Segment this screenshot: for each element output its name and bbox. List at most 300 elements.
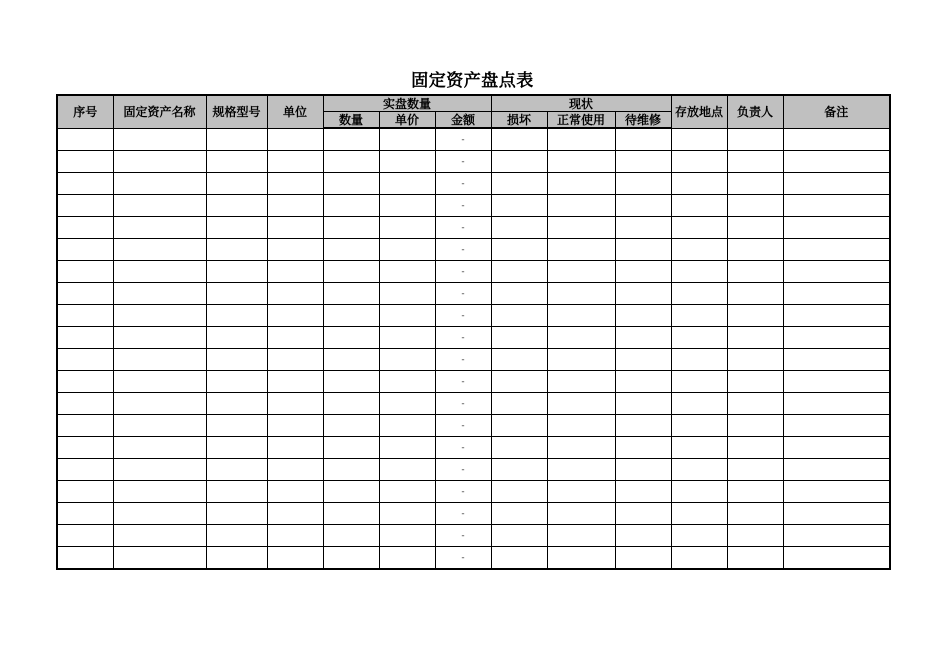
table-header	[57, 95, 890, 128]
unit-price-cell[interactable]	[379, 393, 435, 415]
unit-cell[interactable]	[267, 349, 323, 371]
remarks-cell[interactable]	[783, 173, 890, 195]
amount-cell[interactable]: -	[435, 371, 491, 393]
in-use-cell[interactable]	[547, 217, 615, 239]
page-title: 固定资产盘点表	[411, 71, 534, 91]
damaged-cell[interactable]	[491, 151, 547, 173]
location-cell[interactable]	[671, 151, 727, 173]
location-cell[interactable]	[671, 393, 727, 415]
spec-cell[interactable]	[206, 481, 267, 503]
seq-cell[interactable]	[57, 239, 113, 261]
seq-cell[interactable]	[57, 151, 113, 173]
table-row	[57, 261, 890, 283]
unit-cell[interactable]	[267, 151, 323, 173]
unit-cell[interactable]	[267, 327, 323, 349]
quantity-cell[interactable]	[323, 371, 379, 393]
location-cell[interactable]	[671, 547, 727, 570]
header-owner: 负责人	[727, 95, 783, 128]
seq-cell[interactable]	[57, 481, 113, 503]
in-use-cell[interactable]	[547, 283, 615, 305]
header-in-use: 正常使用	[547, 112, 615, 129]
unit-cell[interactable]	[267, 525, 323, 547]
table-row	[57, 239, 890, 261]
damaged-cell[interactable]	[491, 437, 547, 459]
location-cell[interactable]	[671, 415, 727, 437]
damaged-cell[interactable]	[491, 525, 547, 547]
in-use-cell[interactable]	[547, 503, 615, 525]
pending-repair-cell[interactable]	[615, 503, 671, 525]
seq-cell[interactable]	[57, 195, 113, 217]
unit-cell[interactable]	[267, 459, 323, 481]
owner-cell[interactable]	[727, 173, 783, 195]
quantity-cell[interactable]	[323, 525, 379, 547]
amount-cell[interactable]: -	[435, 437, 491, 459]
unit-price-cell[interactable]	[379, 481, 435, 503]
owner-cell[interactable]	[727, 525, 783, 547]
spec-cell[interactable]	[206, 349, 267, 371]
header-pending-repair: 待维修	[615, 112, 671, 129]
quantity-cell[interactable]	[323, 151, 379, 173]
location-cell[interactable]	[671, 437, 727, 459]
pending-repair-cell[interactable]	[615, 195, 671, 217]
unit-price-cell[interactable]	[379, 415, 435, 437]
quantity-cell[interactable]	[323, 173, 379, 195]
amount-cell[interactable]: -	[435, 173, 491, 195]
header-damaged: 损坏	[491, 112, 547, 129]
damaged-cell[interactable]	[491, 261, 547, 283]
in-use-cell[interactable]	[547, 239, 615, 261]
header-location: 存放地点	[671, 95, 727, 128]
in-use-cell[interactable]	[547, 459, 615, 481]
unit-price-cell[interactable]	[379, 547, 435, 570]
table-row	[57, 481, 890, 503]
in-use-cell[interactable]	[547, 128, 615, 151]
asset-name-cell[interactable]	[113, 349, 206, 371]
table-row	[57, 371, 890, 393]
unit-price-cell[interactable]	[379, 195, 435, 217]
amount-cell[interactable]: -	[435, 481, 491, 503]
asset-name-cell[interactable]	[113, 239, 206, 261]
seq-cell[interactable]	[57, 283, 113, 305]
seq-cell[interactable]	[57, 437, 113, 459]
owner-cell[interactable]	[727, 261, 783, 283]
remarks-cell[interactable]	[783, 239, 890, 261]
spec-cell[interactable]	[206, 217, 267, 239]
unit-cell[interactable]	[267, 547, 323, 570]
spec-cell[interactable]	[206, 283, 267, 305]
amount-cell[interactable]: -	[435, 305, 491, 327]
location-cell[interactable]	[671, 349, 727, 371]
asset-name-cell[interactable]	[113, 283, 206, 305]
owner-cell[interactable]	[727, 437, 783, 459]
table-body	[57, 128, 890, 569]
quantity-cell[interactable]	[323, 283, 379, 305]
owner-cell[interactable]	[727, 239, 783, 261]
pending-repair-cell[interactable]	[615, 481, 671, 503]
table-row	[57, 437, 890, 459]
in-use-cell[interactable]	[547, 481, 615, 503]
table-row	[57, 525, 890, 547]
seq-cell[interactable]	[57, 525, 113, 547]
damaged-cell[interactable]	[491, 415, 547, 437]
unit-price-cell[interactable]	[379, 371, 435, 393]
amount-cell[interactable]: -	[435, 459, 491, 481]
asset-name-cell[interactable]	[113, 173, 206, 195]
header-remarks: 备注	[783, 95, 890, 128]
seq-cell[interactable]	[57, 459, 113, 481]
location-cell[interactable]	[671, 261, 727, 283]
quantity-cell[interactable]	[323, 393, 379, 415]
unit-cell[interactable]	[267, 239, 323, 261]
in-use-cell[interactable]	[547, 547, 615, 570]
remarks-cell[interactable]	[783, 437, 890, 459]
pending-repair-cell[interactable]	[615, 349, 671, 371]
owner-cell[interactable]	[727, 459, 783, 481]
in-use-cell[interactable]	[547, 151, 615, 173]
seq-cell[interactable]	[57, 217, 113, 239]
quantity-cell[interactable]	[323, 437, 379, 459]
header-row-top	[57, 95, 890, 112]
asset-name-cell[interactable]	[113, 503, 206, 525]
asset-name-cell[interactable]	[113, 327, 206, 349]
header-spec: 规格型号	[206, 95, 267, 128]
owner-cell[interactable]	[727, 151, 783, 173]
remarks-cell[interactable]	[783, 371, 890, 393]
amount-cell[interactable]: -	[435, 393, 491, 415]
spec-cell[interactable]	[206, 437, 267, 459]
asset-name-cell[interactable]	[113, 481, 206, 503]
spec-cell[interactable]	[206, 371, 267, 393]
asset-name-cell[interactable]	[113, 151, 206, 173]
unit-cell[interactable]	[267, 261, 323, 283]
owner-cell[interactable]	[727, 393, 783, 415]
spec-cell[interactable]	[206, 547, 267, 570]
asset-name-cell[interactable]	[113, 547, 206, 570]
damaged-cell[interactable]	[491, 173, 547, 195]
amount-cell[interactable]: -	[435, 327, 491, 349]
owner-cell[interactable]	[727, 327, 783, 349]
asset-name-cell[interactable]	[113, 415, 206, 437]
damaged-cell[interactable]	[491, 393, 547, 415]
quantity-cell[interactable]	[323, 459, 379, 481]
table-row	[57, 547, 890, 570]
table-row	[57, 459, 890, 481]
in-use-cell[interactable]	[547, 261, 615, 283]
damaged-cell[interactable]	[491, 503, 547, 525]
location-cell[interactable]	[671, 305, 727, 327]
remarks-cell[interactable]	[783, 195, 890, 217]
owner-cell[interactable]	[727, 195, 783, 217]
unit-cell[interactable]	[267, 195, 323, 217]
owner-cell[interactable]	[727, 547, 783, 570]
remarks-cell[interactable]	[783, 547, 890, 570]
damaged-cell[interactable]	[491, 459, 547, 481]
unit-price-cell[interactable]	[379, 349, 435, 371]
spec-cell[interactable]	[206, 327, 267, 349]
owner-cell[interactable]	[727, 371, 783, 393]
unit-cell[interactable]	[267, 415, 323, 437]
in-use-cell[interactable]	[547, 327, 615, 349]
seq-cell[interactable]	[57, 128, 113, 151]
amount-cell[interactable]: -	[435, 349, 491, 371]
amount-cell[interactable]: -	[435, 415, 491, 437]
owner-cell[interactable]	[727, 128, 783, 151]
seq-cell[interactable]	[57, 327, 113, 349]
owner-cell[interactable]	[727, 305, 783, 327]
pending-repair-cell[interactable]	[615, 459, 671, 481]
pending-repair-cell[interactable]	[615, 128, 671, 151]
pending-repair-cell[interactable]	[615, 239, 671, 261]
seq-cell[interactable]	[57, 173, 113, 195]
table-row	[57, 283, 890, 305]
unit-price-cell[interactable]	[379, 217, 435, 239]
pending-repair-cell[interactable]	[615, 261, 671, 283]
seq-cell[interactable]	[57, 261, 113, 283]
unit-price-cell[interactable]	[379, 261, 435, 283]
unit-price-cell[interactable]	[379, 305, 435, 327]
unit-price-cell[interactable]	[379, 239, 435, 261]
unit-cell[interactable]	[267, 437, 323, 459]
remarks-cell[interactable]	[783, 459, 890, 481]
location-cell[interactable]	[671, 239, 727, 261]
remarks-cell[interactable]	[783, 327, 890, 349]
amount-cell[interactable]: -	[435, 525, 491, 547]
pending-repair-cell[interactable]	[615, 327, 671, 349]
in-use-cell[interactable]	[547, 349, 615, 371]
in-use-cell[interactable]	[547, 415, 615, 437]
quantity-cell[interactable]	[323, 349, 379, 371]
pending-repair-cell[interactable]	[615, 305, 671, 327]
unit-cell[interactable]	[267, 217, 323, 239]
spec-cell[interactable]	[206, 173, 267, 195]
unit-price-cell[interactable]	[379, 459, 435, 481]
in-use-cell[interactable]	[547, 371, 615, 393]
remarks-cell[interactable]	[783, 217, 890, 239]
remarks-cell[interactable]	[783, 128, 890, 151]
location-cell[interactable]	[671, 173, 727, 195]
table-row	[57, 151, 890, 173]
in-use-cell[interactable]	[547, 305, 615, 327]
location-cell[interactable]	[671, 503, 727, 525]
spec-cell[interactable]	[206, 195, 267, 217]
table-row	[57, 415, 890, 437]
asset-name-cell[interactable]	[113, 128, 206, 151]
spec-cell[interactable]	[206, 525, 267, 547]
in-use-cell[interactable]	[547, 173, 615, 195]
damaged-cell[interactable]	[491, 305, 547, 327]
remarks-cell[interactable]	[783, 151, 890, 173]
spec-cell[interactable]	[206, 503, 267, 525]
location-cell[interactable]	[671, 195, 727, 217]
pending-repair-cell[interactable]	[615, 151, 671, 173]
damaged-cell[interactable]	[491, 195, 547, 217]
unit-cell[interactable]	[267, 371, 323, 393]
damaged-cell[interactable]	[491, 239, 547, 261]
remarks-cell[interactable]	[783, 481, 890, 503]
owner-cell[interactable]	[727, 217, 783, 239]
damaged-cell[interactable]	[491, 283, 547, 305]
quantity-cell[interactable]	[323, 415, 379, 437]
pending-repair-cell[interactable]	[615, 173, 671, 195]
asset-name-cell[interactable]	[113, 459, 206, 481]
header-status: 现状	[491, 95, 671, 112]
unit-price-cell[interactable]	[379, 437, 435, 459]
damaged-cell[interactable]	[491, 371, 547, 393]
pending-repair-cell[interactable]	[615, 415, 671, 437]
spec-cell[interactable]	[206, 151, 267, 173]
table-row	[57, 128, 890, 151]
owner-cell[interactable]	[727, 415, 783, 437]
unit-price-cell[interactable]	[379, 283, 435, 305]
amount-cell[interactable]: -	[435, 239, 491, 261]
spec-cell[interactable]	[206, 393, 267, 415]
remarks-cell[interactable]	[783, 415, 890, 437]
unit-cell[interactable]	[267, 173, 323, 195]
unit-cell[interactable]	[267, 503, 323, 525]
damaged-cell[interactable]	[491, 128, 547, 151]
header-physical-count: 实盘数量	[323, 95, 491, 112]
seq-cell[interactable]	[57, 349, 113, 371]
amount-cell[interactable]: -	[435, 503, 491, 525]
unit-cell[interactable]	[267, 305, 323, 327]
quantity-cell[interactable]	[323, 239, 379, 261]
pending-repair-cell[interactable]	[615, 437, 671, 459]
amount-cell[interactable]: -	[435, 128, 491, 151]
remarks-cell[interactable]	[783, 393, 890, 415]
header-unit-price: 单价	[379, 112, 435, 129]
owner-cell[interactable]	[727, 503, 783, 525]
remarks-cell[interactable]	[783, 525, 890, 547]
asset-name-cell[interactable]	[113, 261, 206, 283]
quantity-cell[interactable]	[323, 547, 379, 570]
quantity-cell[interactable]	[323, 128, 379, 151]
table-row	[57, 393, 890, 415]
quantity-cell[interactable]	[323, 305, 379, 327]
header-quantity: 数量	[323, 112, 379, 129]
quantity-cell[interactable]	[323, 195, 379, 217]
unit-price-cell[interactable]	[379, 525, 435, 547]
spec-cell[interactable]	[206, 305, 267, 327]
unit-price-cell[interactable]	[379, 503, 435, 525]
pending-repair-cell[interactable]	[615, 525, 671, 547]
asset-name-cell[interactable]	[113, 437, 206, 459]
unit-price-cell[interactable]	[379, 128, 435, 151]
amount-cell[interactable]: -	[435, 151, 491, 173]
asset-name-cell[interactable]	[113, 371, 206, 393]
remarks-cell[interactable]	[783, 503, 890, 525]
header-seq: 序号	[57, 95, 113, 128]
in-use-cell[interactable]	[547, 437, 615, 459]
unit-cell[interactable]	[267, 481, 323, 503]
location-cell[interactable]	[671, 217, 727, 239]
unit-price-cell[interactable]	[379, 327, 435, 349]
table-row	[57, 503, 890, 525]
pending-repair-cell[interactable]	[615, 217, 671, 239]
unit-cell[interactable]	[267, 283, 323, 305]
remarks-cell[interactable]	[783, 283, 890, 305]
header-unit: 单位	[267, 95, 323, 128]
amount-cell[interactable]: -	[435, 283, 491, 305]
seq-cell[interactable]	[57, 393, 113, 415]
owner-cell[interactable]	[727, 481, 783, 503]
seq-cell[interactable]	[57, 415, 113, 437]
table-row	[57, 195, 890, 217]
pending-repair-cell[interactable]	[615, 283, 671, 305]
table-row	[57, 173, 890, 195]
location-cell[interactable]	[671, 371, 727, 393]
amount-cell[interactable]: -	[435, 195, 491, 217]
unit-cell[interactable]	[267, 128, 323, 151]
damaged-cell[interactable]	[491, 217, 547, 239]
spec-cell[interactable]	[206, 415, 267, 437]
table-row	[57, 349, 890, 371]
unit-price-cell[interactable]	[379, 173, 435, 195]
damaged-cell[interactable]	[491, 547, 547, 570]
location-cell[interactable]	[671, 459, 727, 481]
pending-repair-cell[interactable]	[615, 371, 671, 393]
location-cell[interactable]	[671, 283, 727, 305]
owner-cell[interactable]	[727, 283, 783, 305]
seq-cell[interactable]	[57, 503, 113, 525]
location-cell[interactable]	[671, 128, 727, 151]
remarks-cell[interactable]	[783, 349, 890, 371]
amount-cell[interactable]: -	[435, 547, 491, 570]
table-row	[57, 217, 890, 239]
location-cell[interactable]	[671, 525, 727, 547]
quantity-cell[interactable]	[323, 217, 379, 239]
owner-cell[interactable]	[727, 349, 783, 371]
in-use-cell[interactable]	[547, 525, 615, 547]
quantity-cell[interactable]	[323, 327, 379, 349]
pending-repair-cell[interactable]	[615, 547, 671, 570]
damaged-cell[interactable]	[491, 349, 547, 371]
table-row	[57, 327, 890, 349]
quantity-cell[interactable]	[323, 261, 379, 283]
header-asset-name: 固定资产名称	[113, 95, 206, 128]
spec-cell[interactable]	[206, 261, 267, 283]
spec-cell[interactable]	[206, 128, 267, 151]
header-amount: 金额	[435, 112, 491, 129]
spec-cell[interactable]	[206, 459, 267, 481]
asset-name-cell[interactable]	[113, 217, 206, 239]
spec-cell[interactable]	[206, 239, 267, 261]
remarks-cell[interactable]	[783, 305, 890, 327]
amount-cell[interactable]: -	[435, 217, 491, 239]
seq-cell[interactable]	[57, 371, 113, 393]
location-cell[interactable]	[671, 327, 727, 349]
asset-name-cell[interactable]	[113, 393, 206, 415]
pending-repair-cell[interactable]	[615, 393, 671, 415]
inventory-table	[56, 94, 891, 570]
quantity-cell[interactable]	[323, 503, 379, 525]
in-use-cell[interactable]	[547, 195, 615, 217]
quantity-cell[interactable]	[323, 481, 379, 503]
asset-name-cell[interactable]	[113, 195, 206, 217]
damaged-cell[interactable]	[491, 481, 547, 503]
unit-price-cell[interactable]	[379, 151, 435, 173]
unit-cell[interactable]	[267, 393, 323, 415]
amount-cell[interactable]: -	[435, 261, 491, 283]
seq-cell[interactable]	[57, 547, 113, 570]
in-use-cell[interactable]	[547, 393, 615, 415]
table-row	[57, 305, 890, 327]
asset-name-cell[interactable]	[113, 525, 206, 547]
damaged-cell[interactable]	[491, 327, 547, 349]
asset-name-cell[interactable]	[113, 305, 206, 327]
remarks-cell[interactable]	[783, 261, 890, 283]
location-cell[interactable]	[671, 481, 727, 503]
seq-cell[interactable]	[57, 305, 113, 327]
